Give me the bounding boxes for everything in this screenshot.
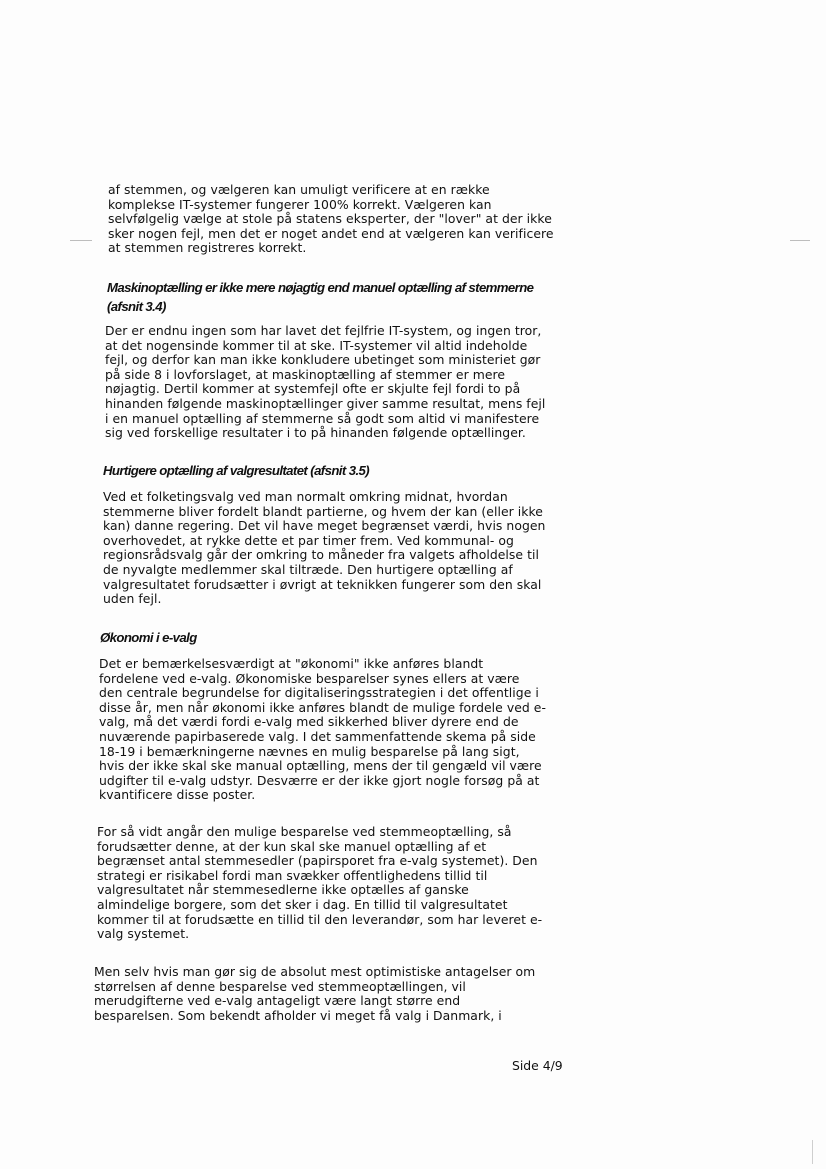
text-line: valgresultatet forudsætter i øvrigt at teknikken fungerer som den skal [103,576,542,592]
text-line: merudgifterne ved e-valg antageligt være langt større end [94,993,461,1009]
text-line: hvis der ikke skal ske manual optælling, mens der til gengæld vil være [99,758,542,774]
text-line: forudsætter denne, at der kun skal ske manuel optælling af et [97,838,487,854]
section-heading-hurtigere-optaelling [103,461,369,480]
text-line: de nyvalgte medlemmer skal tiltræde. Den hurtigere optælling af [103,561,513,577]
text-line: størrelsen af denne besparelse ved stemmeoptællingen, vil [94,978,466,994]
text-line: valg systemet. [97,926,190,942]
text-line: kommer til at forudsætte en tillid til den leverandør, som har leveret e- [97,911,543,927]
paragraph-hurtigere-optaelling [103,490,545,607]
heading-line: Hurtigere optælling af valgresultatet (afsnit 3.5) [103,463,370,478]
text-line: af stemmen, og vælgeren kan umuligt verificere at en række [108,182,490,197]
text-line: Det er bemærkelsesværdigt at "økonomi" ikke anføres blandt [99,656,484,671]
text-line: at det nogensinde kommer til at ske. IT-systemer vil altid indeholde [105,337,528,353]
text-line: kvantificere disse poster. [99,787,256,803]
text-line: For så vidt angår den mulige besparelse ved stemmeoptælling, så [97,824,512,839]
paragraph-besparelse [97,825,542,942]
text-line: at stemmen registreres korrekt. [108,240,307,256]
heading-line: Maskinoptælling er ikke mere nøjagtig end manuel optælling af stemmerne [107,280,534,295]
text-line: regionsrådsvalg går der omkring to måneder fra valgets afholdelse til [103,547,539,563]
scan-artifact-right [790,240,810,241]
text-line: nøjagtig. Dertil kommer at systemfejl ofte er skjulte fejl fordi to på [105,381,521,397]
text-line: fordelene ved e-valg. Økonomiske besparelser synes ellers at være [99,670,520,686]
heading-line: Økonomi i e-valg [100,630,197,645]
text-line: 18-19 i bemærkningerne nævnes en mulig besparelse på lang sigt, [99,743,520,759]
text-line: strategi er risikabel fordi man svækker offentlighedens tillid til [97,867,488,883]
text-line: valg, må det værdi fordi e-valg med sikkerhed bliver dyrere end de [99,714,519,730]
text-line: stemmerne bliver fordelt blandt partierne, og hvem der kan (eller ikke [103,503,543,519]
text-line: disse år, men når økonomi ikke anføres blandt de mulige fordele ved e- [99,699,546,715]
page-number: Side 4/9 [512,1058,563,1073]
text-line: sig ved forskellige resultater i to på hinanden følgende optællinger. [105,425,526,441]
text-line: i en manuel optælling af stemmerne så godt som altid vi manifestere [105,410,540,426]
text-line: overhovedet, at rykke dette et par timer frem. Ved kommunal- og [103,532,514,548]
text-line: uden fejl. [103,591,162,607]
text-line: fejl, og derfor kan man ikke konkludere ubetinget som ministeriet gør [105,352,541,368]
text-line: Der er endnu ingen som har lavet det fejlfrie IT-system, og ingen tror, [105,323,542,338]
text-line: besparelsen. Som bekendt afholder vi meget få valg i Danmark, i [94,1007,502,1023]
text-line: komplekse IT-systemer fungerer 100% korrekt. Vælgeren kan [108,196,492,212]
text-line: Ved et folketingsvalg ved man normalt omkring midnat, hvordan [103,489,508,504]
text-line: på side 8 i lovforslaget, at maskinoptælling af stemmer er mere [105,366,506,382]
text-line: udgifter til e-valg udstyr. Desværre er der ikke gjort nogle forsøg på at [99,772,540,788]
heading-line: (afsnit 3.4) [107,299,166,314]
text-line: almindelige borgere, som det sker i dag. En tillid til valgresultatet [97,896,508,912]
text-line: den centrale begrundelse for digitaliseringsstrategien i det offentlige i [99,685,539,701]
scan-artifact-edge [812,1140,813,1164]
paragraph-intro [108,183,554,256]
paragraph-oekonomi [99,657,546,803]
text-line: Men selv hvis man gør sig de absolut mest optimistiske antagelser om [94,964,536,979]
text-line: begrænset antal stemmesedler (papirsporet fra e-valg systemet). Den [97,853,538,869]
text-line: nuværende papirbaserede valg. I det sammenfattende skema på side [99,728,536,744]
paragraph-merudgifter [94,965,535,1023]
text-line: kan) danne regering. Det vil have meget begrænset værdi, hvis nogen [103,518,546,534]
paragraph-maskinoptaelling [105,324,545,441]
text-line: hinanden følgende maskinoptællinger giver samme resultat, mens fejl [105,395,546,411]
section-heading-maskinoptaelling [107,278,533,316]
scan-artifact-left [70,240,92,241]
section-heading-oekonomi [100,628,197,647]
text-line: valgresultatet når stemmesedlerne ikke optælles af ganske [97,882,469,898]
text-line: sker nogen fejl, men det er noget andet end at vælgeren kan verificere [108,225,554,241]
text-line: selvfølgelig vælge at stole på statens eksperter, der "lover" at der ikke [108,211,552,227]
